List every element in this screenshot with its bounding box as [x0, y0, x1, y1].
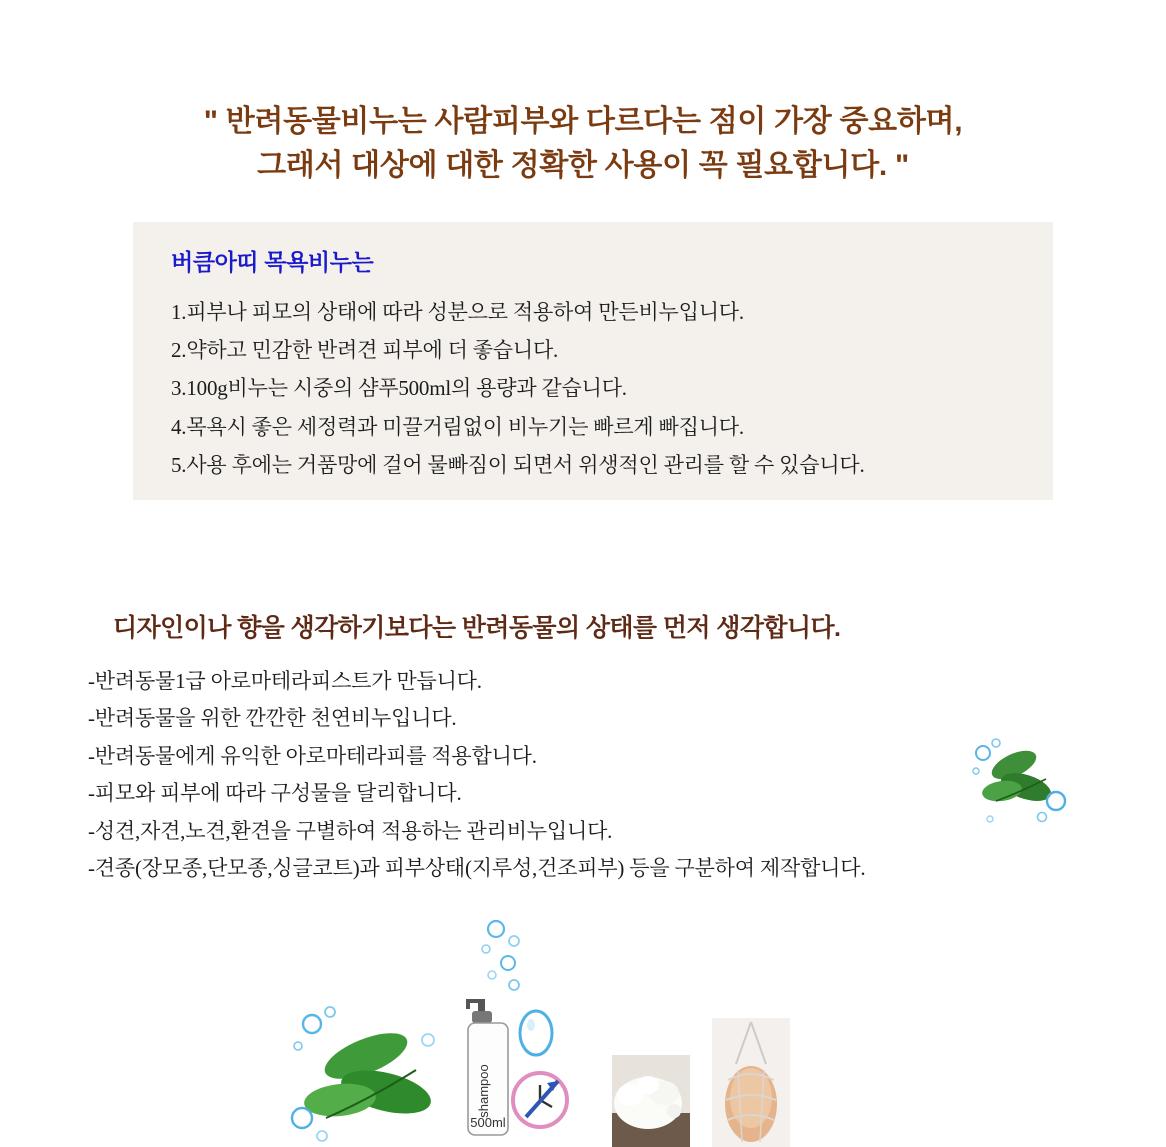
list-item: -피모와 피부에 따라 구성물을 달리합니다.	[88, 781, 462, 806]
info-box	[133, 222, 1053, 500]
list-item: -반려동물에게 유익한 아로마테라피를 적용합니다.	[88, 743, 537, 768]
leaf-icon	[288, 1000, 448, 1145]
foam-photo	[612, 1055, 690, 1147]
shampoo-bottle-icon	[452, 915, 582, 1147]
leaf-icon	[968, 735, 1068, 830]
list-item: 3.100g비누는 시중의 샴푸500ml의 용량과 같습니다.	[171, 376, 627, 401]
list-item: 2.약하고 민감한 반려견 피부에 더 좋습니다.	[171, 338, 559, 363]
list-item: -견종(장모종,단모종,싱글코트)과 피부상태(지루성,건조피부) 등을 구분하여 제작합니다.	[88, 855, 866, 880]
list-item: 5.사용 후에는 거품망에 걸어 물빠짐이 되면서 위생적인 관리를 할 수 있습니다.	[171, 452, 865, 477]
list-item: -반려동물1급 아로마테라피스트가 만듭니다.	[88, 669, 482, 693]
soap-mesh-bag-photo	[712, 1018, 790, 1147]
bottom-image-strip	[0, 905, 1166, 1147]
info-box-list	[171, 293, 1023, 484]
list-item: -반려동물을 위한 깐깐한 천연비누입니다.	[88, 706, 457, 731]
bottle-brand-label: shampoo	[476, 1064, 491, 1118]
quote-line-1: " 반려동물비누는 사람피부와 다르다는 점이 가장 중요하며,	[203, 105, 963, 138]
quote-line-2: 그래서 대상에 대한 정확한 사용이 꼭 필요합니다. "	[257, 148, 909, 182]
page-title	[0, 100, 1166, 187]
list-item: 1.피부나 피모의 상태에 따라 성분으로 적용하여 만든비누입니다.	[171, 300, 744, 324]
list-item: 4.목욕시 좋은 세정력과 미끌거림없이 비누기는 빠르게 빠집니다.	[171, 414, 744, 439]
info-box-title: 버큼아띠 목욕비누는	[171, 249, 374, 275]
list-item: -성견,자견,노견,환견을 구별하여 적용하는 관리비누입니다.	[88, 818, 613, 843]
section-heading: 디자인이나 향을 생각하기보다는 반려동물의 상태를 먼저 생각합니다.	[113, 614, 841, 642]
bottle-volume-label: 500ml	[470, 1115, 506, 1130]
feature-list	[88, 663, 1118, 887]
